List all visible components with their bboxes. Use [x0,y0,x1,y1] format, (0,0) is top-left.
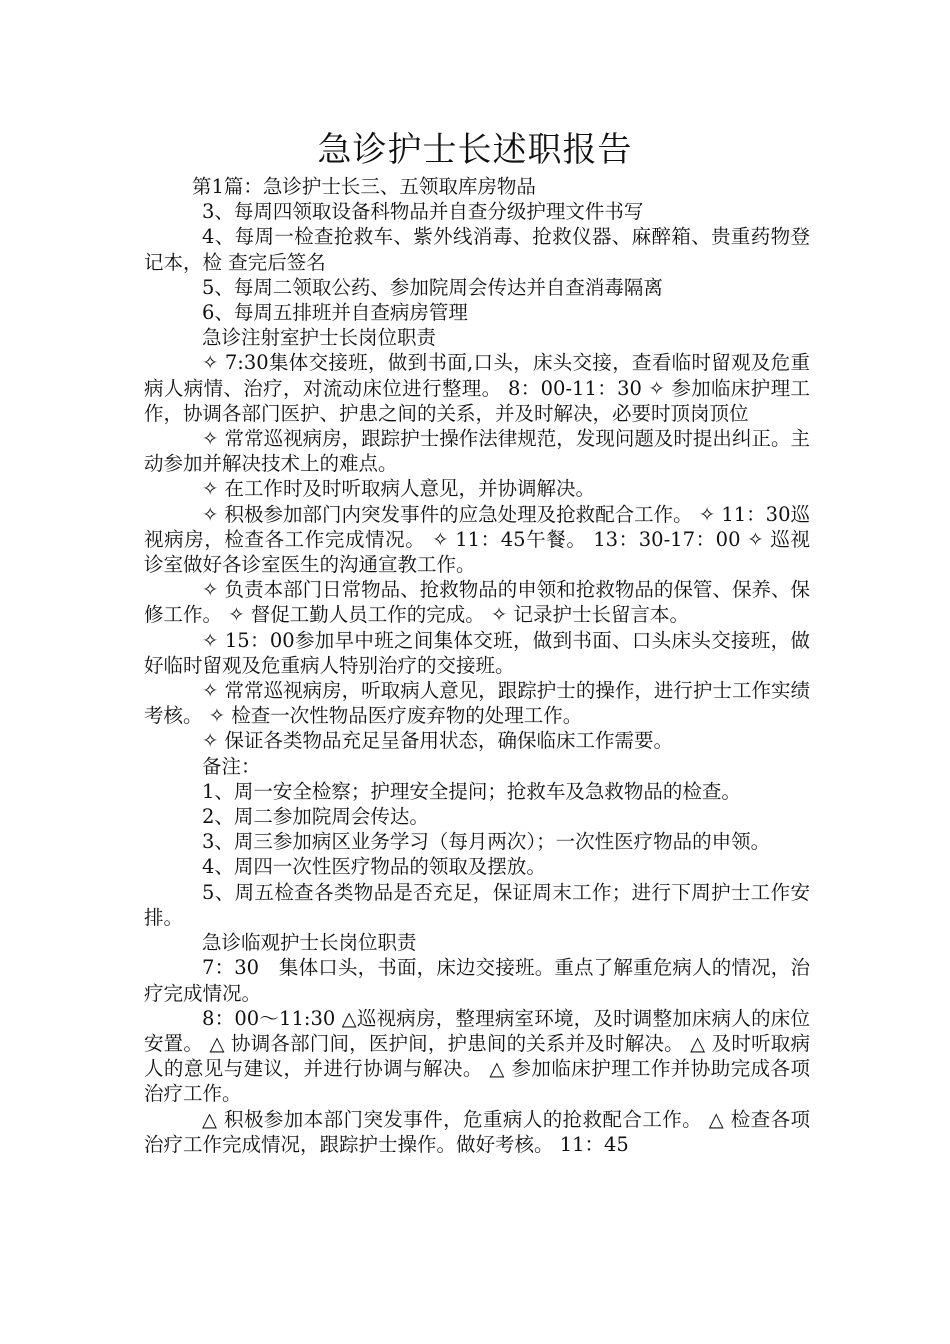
paragraph-duty: ✧ 15：00参加早中班之间集体交班，做到书面、口头床头交接班，做好临时留观及危重病人特别治疗的交接班。 [144,628,810,677]
paragraph-item-3: 3、每周四领取设备科物品并自查分级护理文件书写 [202,200,644,224]
paragraph-duty: ✧ 在工作时及时听取病人意见，并协调解决。 [202,477,596,501]
paragraph-note: 2、周二参加院周会传达。 [202,805,429,829]
paragraph-duty: 7：30 集体口头，书面，床边交接班。重点了解重危病人的情况，治疗完成情况。 [144,956,810,1005]
paragraph-item-4: 4、每周一检查抢救车、紫外线消毒、抢救仪器、麻醉箱、贵重药物登记本，检 查完后签名 [144,225,810,274]
paragraph-duty: △ 积极参加本部门突发事件，危重病人的抢救配合工作。 △ 检查各项治疗工作完成情况，跟踪护士操作。做好考核。 11：45 [144,1107,810,1156]
paragraph-note: 1、周一安全检察；护理安全提问；抢救车及急救物品的检查。 [202,779,741,803]
paragraph-duty: ✧ 常常巡视病房，跟踪护士操作法律规范，发现问题及时提出纠正。主动参加并解决技术上的难点。 [144,427,810,476]
paragraph-duty: ✧ 保证各类物品充足呈备用状态，确保临床工作需要。 [202,729,674,753]
paragraph-note: 5、周五检查各类物品是否充足，保证周末工作；进行下周护士工作安排。 [144,880,810,929]
paragraph-note-label: 备注： [202,754,261,778]
document-title: 急诊护士长述职报告 [317,130,633,170]
paragraph-note: 4、周四一次性医疗物品的领取及摆放。 [202,855,546,879]
paragraph-duty: ✧ 积极参加部门内突发事件的应急处理及抢救配合工作。 ✧ 11：30巡视病房，检查各工作完成情况。 ✧ 11：45午餐。 13：30-17：00 ✧ 巡视诊室做好各诊室医生的沟通宣教工作。 [144,502,810,577]
paragraph-duty: ✧ 负责本部门日常物品、抢救物品的申领和抢救物品的保管、保养、保修工作。 ✧ 督促工勤人员工作的完成。 ✧ 记录护士长留言本。 [144,578,810,627]
paragraph-note: 3、周三参加病区业务学习（每月两次）；一次性医疗物品的申领。 [202,830,771,854]
paragraph-duty: ✧ 常常巡视病房，听取病人意见，跟踪护士的操作，进行护士工作实绩考核。 ✧ 检查一次性物品医疗废弃物的处理工作。 [144,679,810,728]
subheading-injection-room: 急诊注射室护士长岗位职责 [202,326,437,350]
subheading-observation-ward: 急诊临观护士长岗位职责 [202,931,417,955]
paragraph-section-heading: 第1篇：急诊护士长三、五领取库房物品 [192,175,536,198]
paragraph-duty: ✧ 7:30集体交接班，做到书面,口头，床头交接，查看临时留观及危重病人病情、治疗，对流动床位进行整理。 8：00-11：30 ✧ 参加临床护理工作，协调各部门医护、护患之间的关系，并及时解决，必要时顶岗顶位 [144,351,810,425]
paragraph-duty: 8：00～11:30 △巡视病房，整理病室环境，及时调整加床病人的床位安置。 △ 协调各部门间，医护间，护患间的关系并及时解决。 △ 及时听取病人的意见与建议，并进行协调与解决。 △ 参加临床护理工作并协助完成各项治疗工作。 [144,1006,810,1106]
paragraph-item-5: 5、每周二领取公药、参加院周会传达并自查消毒隔离 [202,275,663,299]
paragraph-item-6: 6、每周五排班并自查病房管理 [202,301,468,325]
document-body [144,174,810,1157]
